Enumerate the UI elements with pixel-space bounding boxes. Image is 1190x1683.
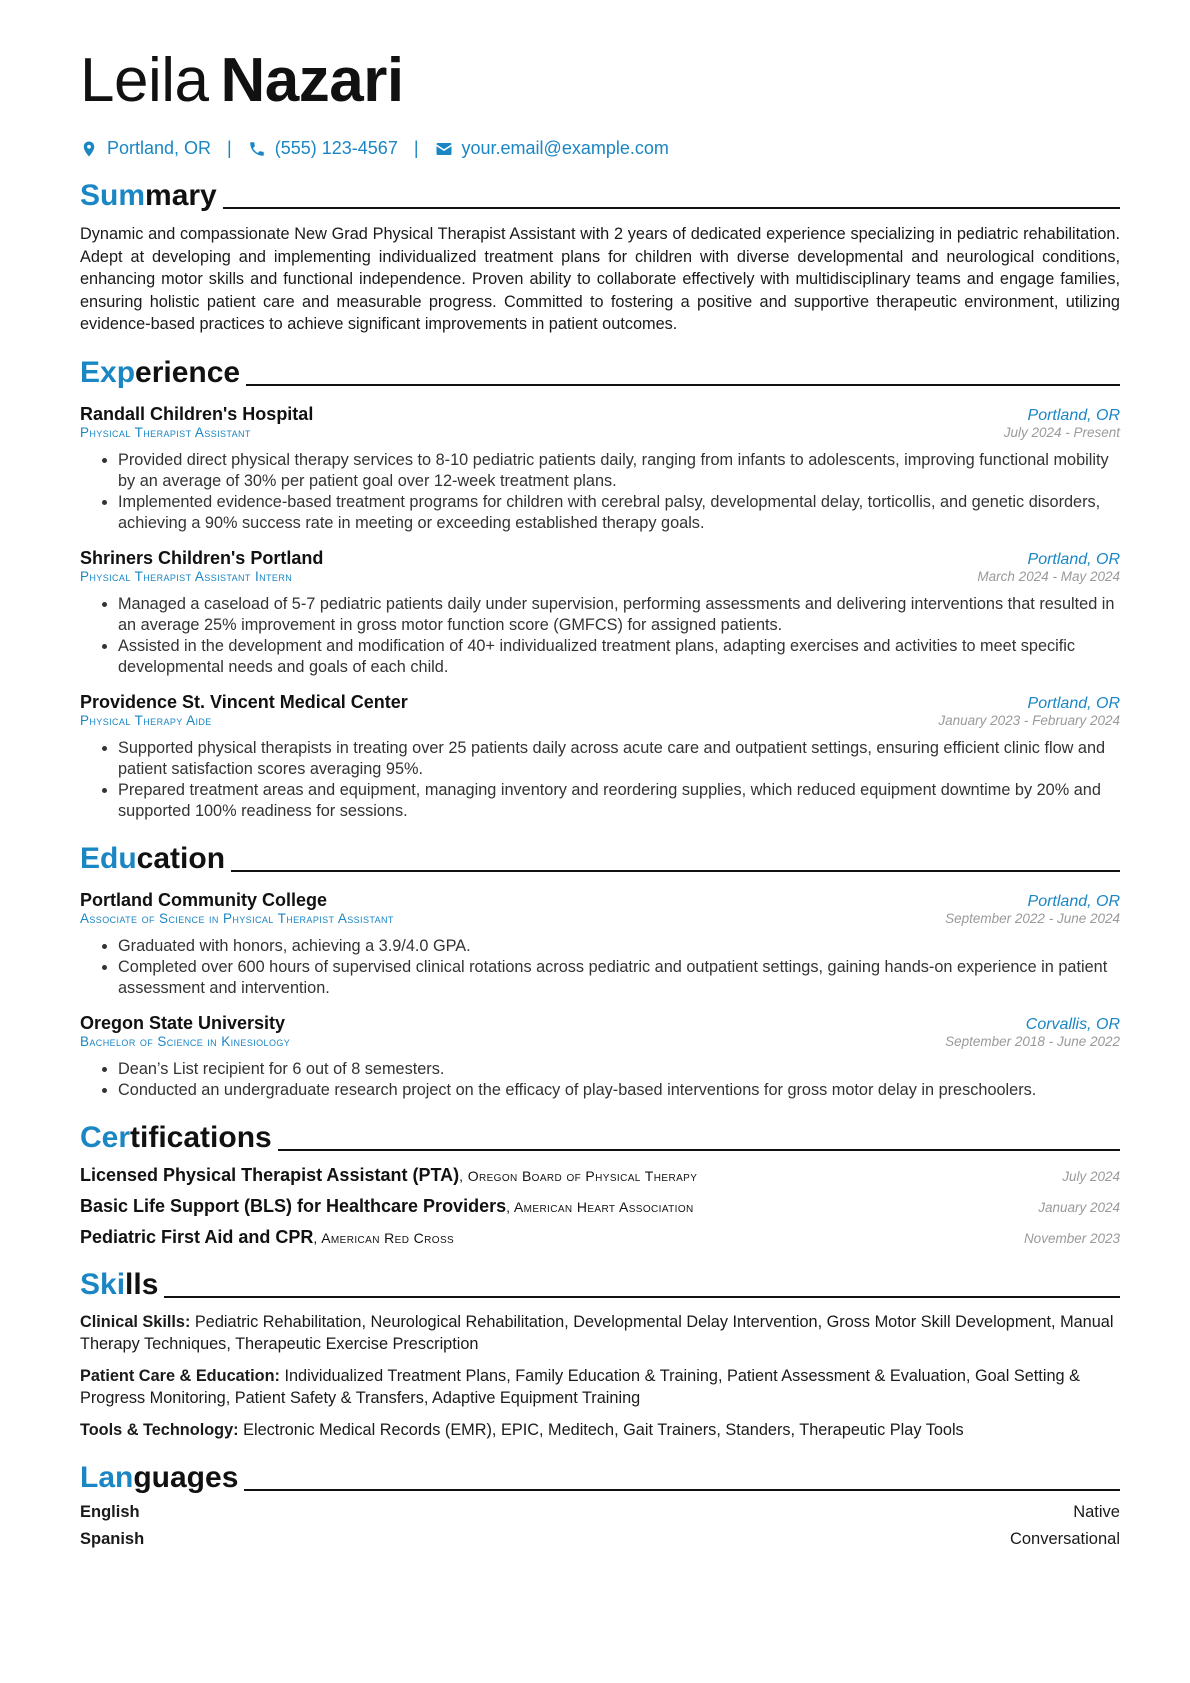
certification-date: July 2024 xyxy=(1062,1168,1120,1184)
education-section xyxy=(80,836,1120,1101)
certification-issuer: , American Heart Association xyxy=(506,1198,694,1215)
certification-issuer: , Oregon Board of Physical Therapy xyxy=(459,1167,698,1184)
school-name: Portland Community College xyxy=(80,889,328,910)
skills-section xyxy=(80,1262,1120,1442)
section-title: Skills xyxy=(80,1267,159,1301)
certification-date: January 2024 xyxy=(1038,1199,1120,1215)
email-link[interactable]: your.email@example.com xyxy=(461,138,669,158)
section-header xyxy=(80,1455,1120,1495)
section-header xyxy=(80,350,1120,390)
experience-entry xyxy=(80,404,1120,534)
languages-section xyxy=(80,1455,1120,1549)
bullet-item: • Provided direct physical therapy services to 8-10 pediatric patients daily, ranging from infants to adolescents, improving functional mobility by an average of 30% per patient goal over 12-week treatment plans. xyxy=(118,450,1120,492)
entry-dates: September 2022 - June 2024 xyxy=(945,910,1120,926)
certification-name: Basic Life Support (BLS) for Healthcare Providers xyxy=(80,1195,507,1216)
bullet-item: • Conducted an undergraduate research project on the efficacy of play-based interventions for gross motor delay in preschoolers. xyxy=(118,1080,1120,1101)
bullet-list xyxy=(80,738,1120,822)
summary-section xyxy=(80,173,1120,336)
entry-location: Corvallis, OR xyxy=(1025,1015,1120,1033)
location-text: Portland, OR xyxy=(107,138,212,158)
language-item xyxy=(80,1503,1120,1522)
certification-item xyxy=(80,1227,1120,1248)
last-name: Nazari xyxy=(220,46,404,115)
candidate-name xyxy=(80,46,1120,116)
degree-title: Bachelor of Science in Kinesiology xyxy=(80,1033,291,1049)
bullet-item: • Graduated with honors, achieving a 3.9/4.0 GPA. xyxy=(118,936,1120,957)
language-level: Conversational xyxy=(1009,1530,1120,1548)
entry-location: Portland, OR xyxy=(1027,406,1120,424)
experience-entry xyxy=(80,692,1120,822)
contact-separator: | xyxy=(413,138,419,158)
skill-group-label: Patient Care & Education: xyxy=(80,1366,280,1385)
employer-name: Shriners Children's Portland xyxy=(80,547,324,568)
certification-date: November 2023 xyxy=(1023,1230,1120,1246)
entry-dates: March 2024 - May 2024 xyxy=(977,568,1120,584)
section-rule xyxy=(278,1149,1120,1151)
certification-name: Licensed Physical Therapist Assistant (PTA) xyxy=(80,1164,460,1185)
job-title: Physical Therapist Assistant Intern xyxy=(80,568,293,584)
entry-location: Portland, OR xyxy=(1027,550,1120,568)
first-name: Leila xyxy=(80,46,209,115)
envelope-icon xyxy=(435,140,453,158)
section-title: Certifications xyxy=(80,1120,272,1154)
section-rule xyxy=(223,207,1120,209)
bullet-item: • Completed over 600 hours of supervised clinical rotations across pediatric and outpatient settings, gaining hands-on experience in patient assessment and intervention. xyxy=(118,957,1120,999)
bullet-item: • Supported physical therapists in treating over 25 patients daily across acute care and outpatient settings, ensuring efficient clinic flow and patient satisfaction scores averaging 95%. xyxy=(118,738,1120,780)
bullet-item: • Managed a caseload of 5-7 pediatric patients daily under supervision, performing assessments and delivering interventions that resulted in an average 25% improvement in gross motor function score (GMFCS) for assigned patients. xyxy=(118,594,1120,636)
phone-text: (555) 123-4567 xyxy=(274,138,398,158)
contact-bar xyxy=(80,138,1120,159)
skill-group xyxy=(80,1419,1120,1442)
bullet-list xyxy=(80,936,1120,999)
bullet-item: • Assisted in the development and modification of 40+ individualized treatment plans, adapting exercises and activities to meet specific developmental needs and goals of each child. xyxy=(118,636,1120,678)
education-entry xyxy=(80,890,1120,999)
experience-entry xyxy=(80,548,1120,678)
bullet-item: • Implemented evidence-based treatment programs for children with cerebral palsy, developmental delay, torticollis, and genetic disorders, achieving a 90% success rate in meeting or exceeding established therapy goals. xyxy=(118,492,1120,534)
bullet-item: • Prepared treatment areas and equipment, managing inventory and reordering supplies, which reduced equipment downtime by 20% and supported 100% readiness for sessions. xyxy=(118,780,1120,822)
degree-title: Associate of Science in Physical Therapist Assistant xyxy=(80,910,394,926)
section-rule xyxy=(244,1489,1120,1491)
certifications-section xyxy=(80,1115,1120,1248)
certification-item xyxy=(80,1165,1120,1186)
section-title: Experience xyxy=(80,355,241,389)
entry-dates: July 2024 - Present xyxy=(1003,424,1120,440)
certification-name: Pediatric First Aid and CPR xyxy=(80,1226,314,1247)
summary-text: Dynamic and compassionate New Grad Physical Therapist Assistant with 2 years of dedicated experience specializing in pediatric rehabilitation. Adept at developing and implementing individualized treatment plans for children with diverse developmental and neurological conditions, enhancing motor skills and functional independence. Proven ability to collaborate effectively with multidisciplinary teams and engage families, ensuring holistic patient care and measurable progress. Committed to fostering a positive and supportive therapeutic environment, utilizing evidence-based practices to achieve significant improvements in patient outcomes. xyxy=(80,225,1120,333)
contact-location xyxy=(80,138,211,159)
entry-dates: January 2023 - February 2024 xyxy=(938,712,1120,728)
section-header xyxy=(80,1262,1120,1302)
language-level: Native xyxy=(1073,1503,1120,1521)
section-header xyxy=(80,1115,1120,1155)
phone-icon xyxy=(248,140,266,158)
entry-location: Portland, OR xyxy=(1027,892,1120,910)
employer-name: Providence St. Vincent Medical Center xyxy=(80,691,408,712)
contact-separator: | xyxy=(227,138,232,158)
skill-group-text: Pediatric Rehabilitation, Neurological Rehabilitation, Developmental Delay Intervention, Gross Motor Skill Development, Manual Therapy Techniques, Therapeutic Exercise Prescription xyxy=(80,1312,1114,1353)
entry-dates: September 2018 - June 2022 xyxy=(945,1033,1120,1049)
language-name: English xyxy=(80,1503,140,1521)
skill-group xyxy=(80,1365,1120,1410)
language-name: Spanish xyxy=(80,1530,145,1548)
section-title: Summary xyxy=(80,179,217,212)
section-header xyxy=(80,173,1120,213)
education-entry xyxy=(80,1013,1120,1101)
entry-location: Portland, OR xyxy=(1027,694,1120,712)
language-item xyxy=(80,1530,1120,1549)
job-title: Physical Therapist Assistant xyxy=(80,424,251,440)
skill-group-label: Tools & Technology: xyxy=(80,1420,239,1439)
skill-group-label: Clinical Skills: xyxy=(80,1312,191,1331)
skill-group-text: Individualized Treatment Plans, Family Education & Training, Patient Assessment & Evaluation, Goal Setting & Progress Monitoring, Patient Safety & Transfers, Adaptive Equipment Training xyxy=(80,1366,1080,1407)
section-rule xyxy=(246,384,1120,386)
job-title: Physical Therapy Aide xyxy=(80,712,212,728)
bullet-item: • Dean’s List recipient for 6 out of 8 semesters. xyxy=(118,1059,1120,1080)
contact-email[interactable] xyxy=(435,138,669,159)
section-title: Education xyxy=(80,841,226,875)
school-name: Oregon State University xyxy=(80,1012,286,1033)
section-rule xyxy=(164,1296,1120,1298)
bullet-list xyxy=(80,450,1120,534)
bullet-list xyxy=(80,1059,1120,1101)
contact-phone[interactable] xyxy=(248,138,398,159)
map-pin-icon xyxy=(80,140,98,158)
bullet-list xyxy=(80,594,1120,678)
skill-group xyxy=(80,1311,1120,1356)
employer-name: Randall Children's Hospital xyxy=(80,403,314,424)
certification-issuer: , American Red Cross xyxy=(313,1229,455,1246)
section-rule xyxy=(231,870,1120,872)
experience-section xyxy=(80,350,1120,822)
skill-group-text: Electronic Medical Records (EMR), EPIC, Meditech, Gait Trainers, Standers, Therapeutic Play Tools xyxy=(238,1420,964,1439)
section-header xyxy=(80,836,1120,876)
section-title: Languages xyxy=(80,1461,239,1494)
certification-item xyxy=(80,1196,1120,1217)
